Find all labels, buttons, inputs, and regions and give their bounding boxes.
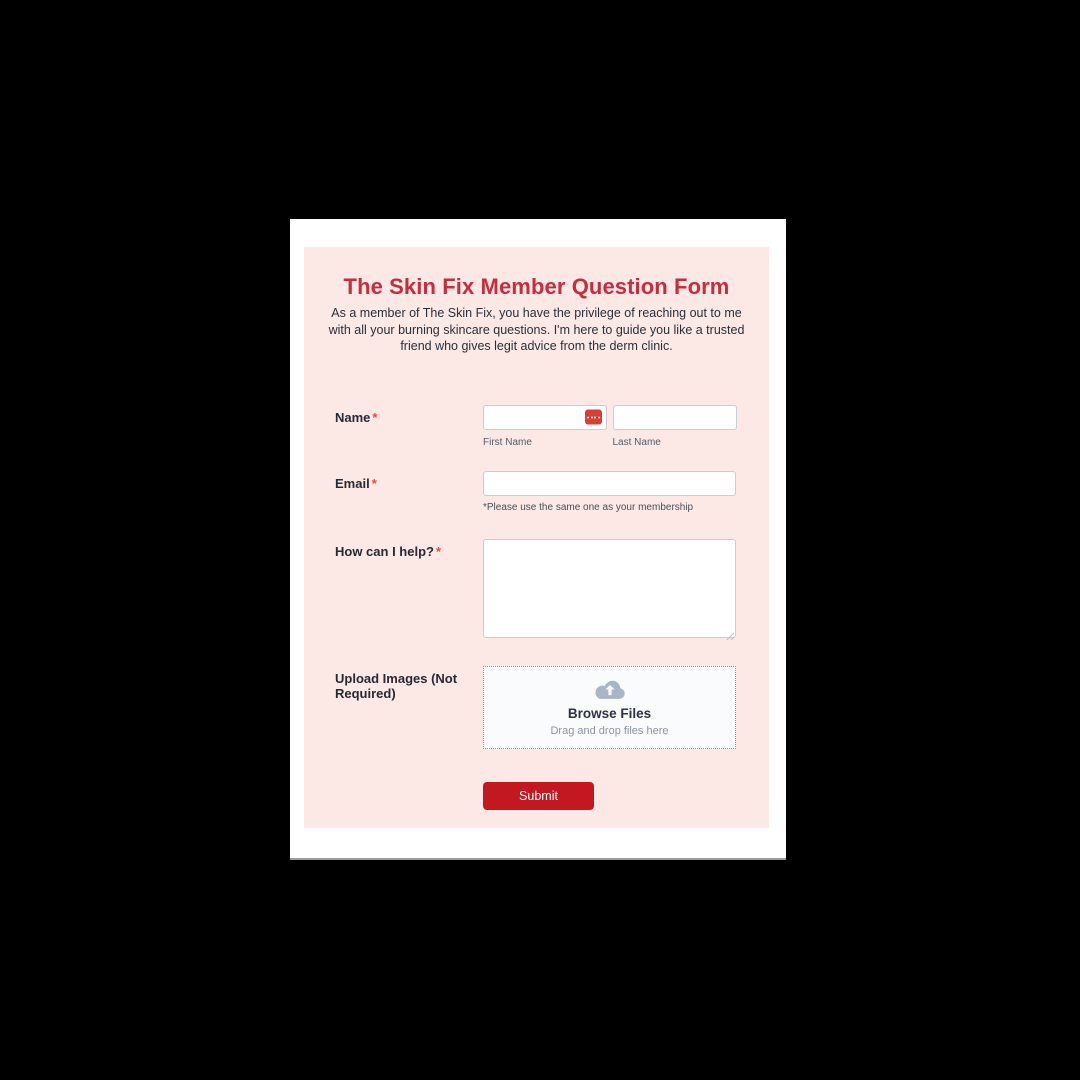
form-description: As a member of The Skin Fix, you have the privilege of reaching out to me with all your burning skincare questions. I'm here to guide you like a trusted friend who gives legit advice from the derm clinic. bbox=[328, 306, 745, 353]
upload-label-text: Upload Images (Not Required) bbox=[335, 670, 458, 701]
field-row-upload bbox=[304, 666, 769, 749]
file-upload-dropzone[interactable] bbox=[483, 666, 736, 749]
name-label-text: Name bbox=[335, 409, 371, 425]
name-sublabels bbox=[483, 437, 736, 448]
message-controls bbox=[483, 539, 736, 638]
field-row-email bbox=[304, 471, 769, 513]
name-label bbox=[335, 405, 483, 448]
resize-grip-icon[interactable] bbox=[725, 627, 734, 636]
upload-controls bbox=[483, 666, 736, 749]
field-row-name bbox=[304, 405, 769, 448]
form-title: The Skin Fix Member Question Form bbox=[343, 274, 730, 299]
form-card bbox=[304, 247, 769, 828]
drag-drop-hint: Drag and drop files here bbox=[550, 724, 669, 737]
cloud-upload-icon bbox=[593, 678, 627, 702]
required-asterisk: * bbox=[372, 409, 378, 425]
message-textarea-wrap bbox=[483, 539, 736, 638]
message-label-text: How can I help? bbox=[335, 543, 434, 559]
field-row-message bbox=[304, 539, 769, 638]
autofill-extension-icon[interactable] bbox=[585, 410, 602, 425]
name-controls bbox=[483, 405, 736, 448]
required-asterisk: * bbox=[435, 543, 442, 559]
last-name-sublabel: Last Name bbox=[612, 436, 661, 448]
form-page bbox=[290, 219, 786, 860]
message-textarea[interactable] bbox=[483, 539, 736, 638]
submit-row bbox=[304, 782, 769, 810]
submit-button[interactable]: Submit bbox=[483, 782, 594, 810]
name-inputs bbox=[483, 405, 736, 430]
first-name-wrap bbox=[483, 405, 607, 430]
first-name-sublabel: First Name bbox=[483, 436, 532, 448]
upload-label bbox=[335, 666, 483, 749]
message-label bbox=[335, 539, 483, 638]
form-rows bbox=[304, 405, 769, 810]
email-label bbox=[335, 471, 483, 513]
last-name-input[interactable] bbox=[613, 405, 737, 430]
email-input[interactable] bbox=[483, 471, 736, 496]
last-name-wrap bbox=[613, 405, 737, 430]
required-asterisk: * bbox=[371, 475, 377, 491]
email-label-text: Email bbox=[335, 475, 370, 491]
browse-files-button[interactable]: Browse Files bbox=[567, 705, 652, 721]
email-helper-text: *Please use the same one as your membership bbox=[483, 501, 694, 513]
email-controls bbox=[483, 471, 736, 513]
